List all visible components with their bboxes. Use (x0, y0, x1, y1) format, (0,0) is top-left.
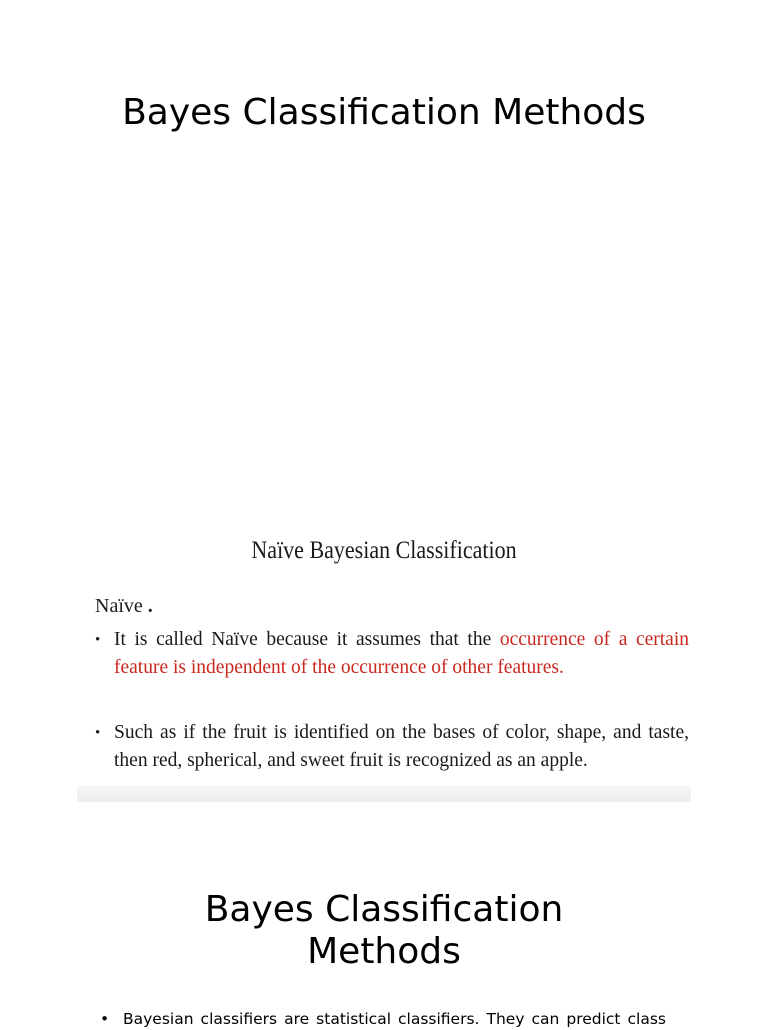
bullet-dot-icon: • (95, 632, 101, 648)
embedded-slide-image (77, 520, 691, 802)
naive-label (95, 593, 153, 619)
slide-title (0, 889, 768, 973)
bullet-highlight-text: occurrence of a certain feature is independent of the occurrence of other features. (114, 629, 689, 678)
bullet-dot-icon: • (95, 725, 101, 741)
naive-label-mark: . (147, 595, 153, 617)
bullet-plain-text: It is called Naïve because it assumes that the (114, 629, 500, 650)
embedded-bullet-text (114, 626, 689, 682)
slide-image-bottom-band (77, 786, 691, 802)
slide-title: Bayes Classification Methods (122, 92, 646, 133)
bullet-dot-icon: • (100, 1010, 110, 1028)
slide-title-line: Methods (307, 931, 461, 972)
slide-title-line: Bayes Classification (204, 889, 564, 930)
naive-label-text: Naïve (95, 595, 143, 617)
slide-bullet-text: Bayesian classifiers are statistical classifiers. They can predict class (123, 1010, 666, 1028)
embedded-slide-title: Naïve Bayesian Classification (251, 537, 517, 564)
embedded-bullet-text: Such as if the fruit is identified on the bases of color, shape, and taste, then red, spherical, and sweet fruit is recognized as an apple. (114, 722, 689, 771)
